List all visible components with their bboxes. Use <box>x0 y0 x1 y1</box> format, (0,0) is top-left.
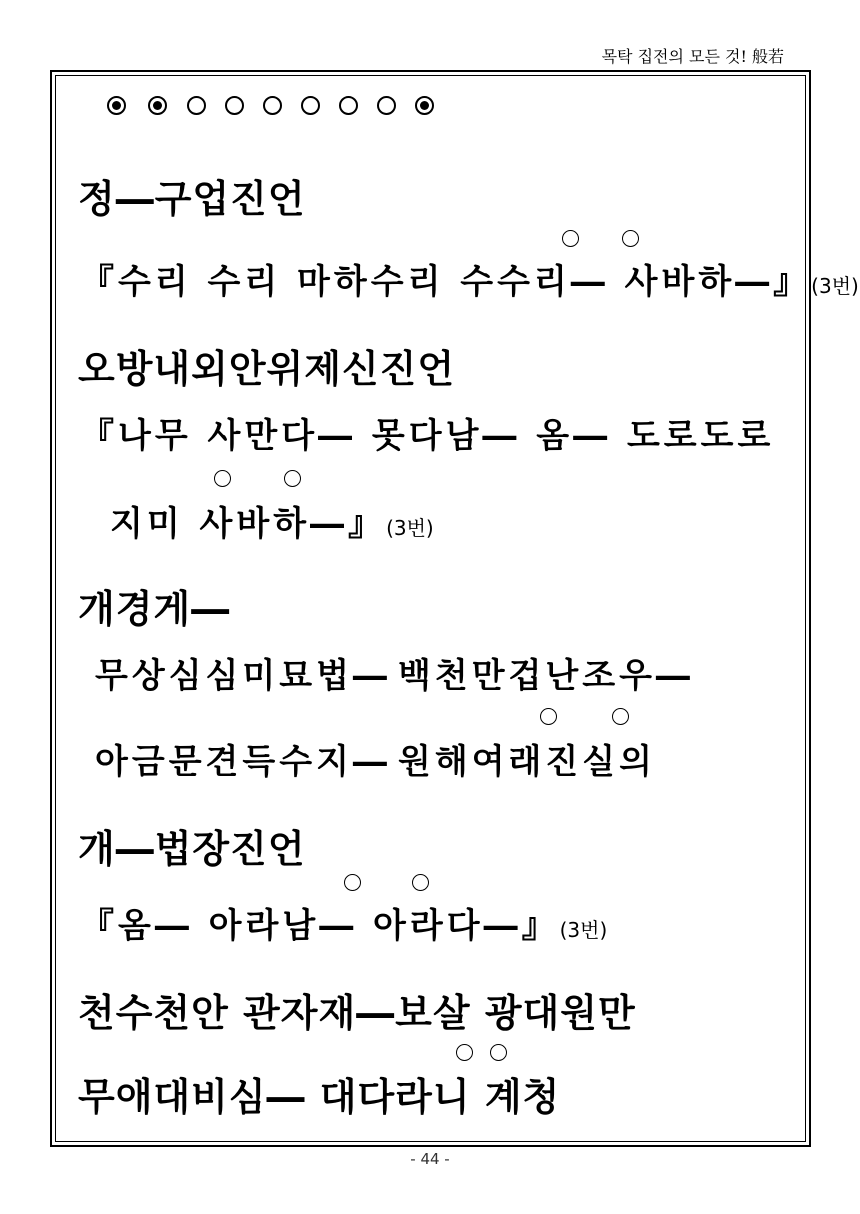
section-title-gaebeopjang: 개―법장진언 <box>78 827 306 871</box>
repeat-note: (3번) <box>386 516 434 540</box>
verse-line: 무상심심미묘법― <box>95 656 391 696</box>
section-title-cheonsu: 천수천안 관자재―보살 광대원만 <box>78 991 636 1035</box>
section-title-gaegyeongge: 개경게― <box>78 587 231 631</box>
progress-dot-empty <box>263 96 282 115</box>
chant-mark-circle <box>284 470 301 487</box>
chant-mark-circle <box>412 874 429 891</box>
running-header: 목탁 집전의 모든 것! 般若 <box>601 47 784 66</box>
progress-dot-filled <box>415 96 434 115</box>
progress-dot-empty <box>187 96 206 115</box>
progress-dot-filled <box>148 96 167 115</box>
mantra-line: 『옴― 아라남― 아라다―』(3번) <box>80 906 608 946</box>
mantra-line: 『수리 수리 마하수리 수수리― 사바하―』(3번) <box>80 262 859 302</box>
progress-dot-empty <box>339 96 358 115</box>
section-title-muae: 무애대비심― 대다라니 계청 <box>78 1075 561 1119</box>
chant-mark-circle <box>214 470 231 487</box>
verse-line: 원해여래진실의 <box>398 742 656 782</box>
progress-dot-filled <box>107 96 126 115</box>
chant-mark-circle <box>490 1044 507 1061</box>
verse-line: 아금문견득수지― <box>95 742 391 782</box>
chant-mark-circle <box>562 230 579 247</box>
mantra-line: 『나무 사만다― 못다남― 옴― 도로도로 <box>80 416 775 456</box>
chant-mark-circle <box>540 708 557 725</box>
section-title-obang: 오방내외안위제신진언 <box>78 347 456 391</box>
mantra-line: 지미 사바하―』(3번) <box>110 504 434 544</box>
repeat-note: (3번) <box>811 274 859 298</box>
progress-dot-empty <box>301 96 320 115</box>
chant-mark-circle <box>456 1044 473 1061</box>
chant-mark-circle <box>622 230 639 247</box>
section-title-jeong-gueop: 정―구업진언 <box>78 177 306 221</box>
page-number: - 44 - <box>410 1150 450 1168</box>
chant-mark-circle <box>612 708 629 725</box>
verse-line: 백천만겁난조우― <box>398 656 694 696</box>
progress-dot-empty <box>225 96 244 115</box>
chant-mark-circle <box>344 874 361 891</box>
progress-dot-empty <box>377 96 396 115</box>
repeat-note: (3번) <box>559 918 608 942</box>
